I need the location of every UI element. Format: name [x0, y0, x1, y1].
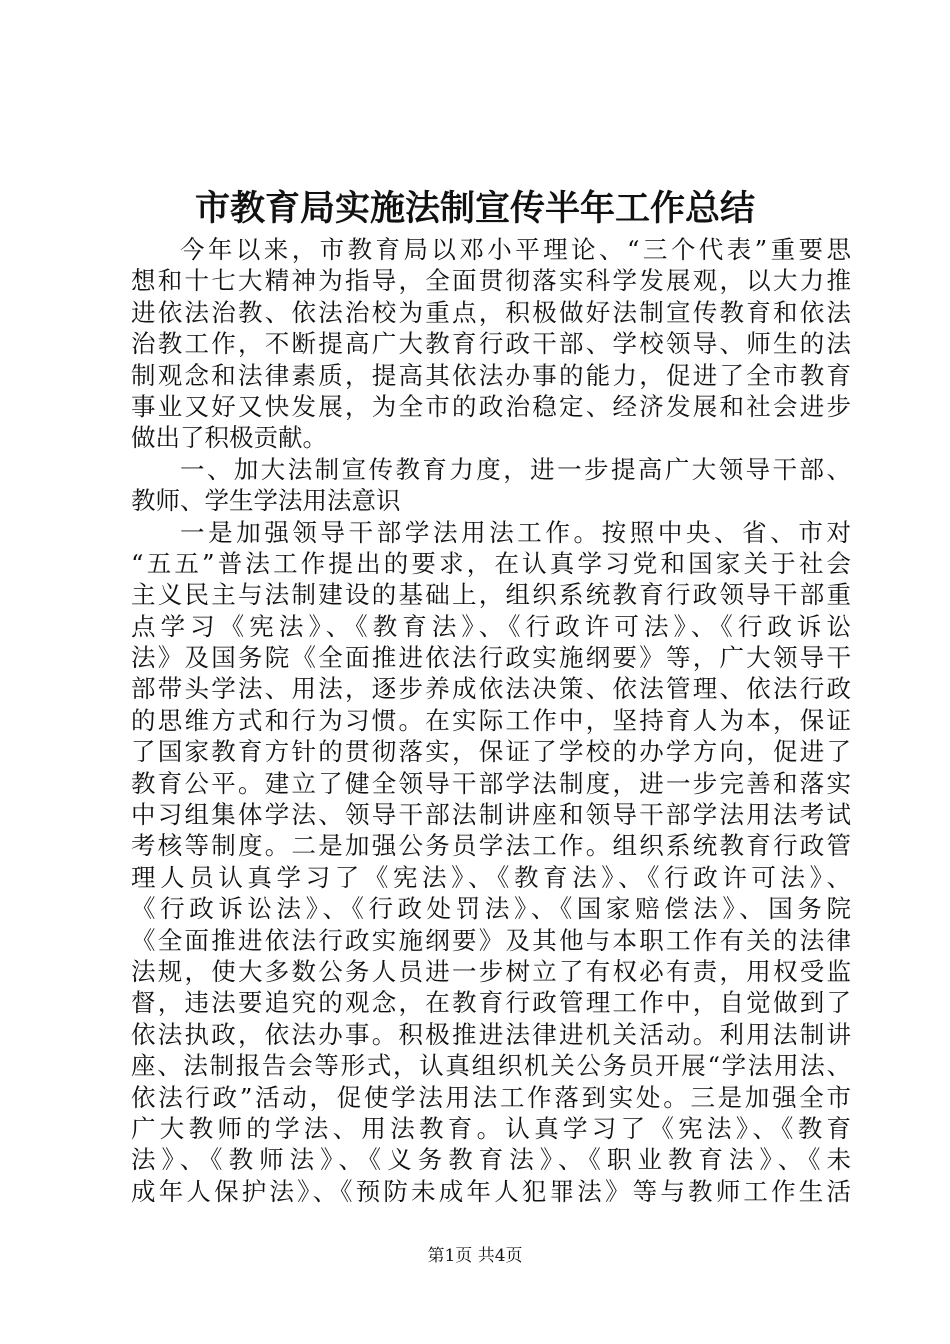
- text-line: 成年人保护法》、《预防未成年人犯罪法》等与教师工作生活: [131, 1176, 851, 1206]
- text-line: 事业又好又快发展，为全市的政治稳定、经济发展和社会进步: [131, 391, 851, 421]
- text-line: 部带头学法、用法，逐步养成依法决策、依法管理、依法行政: [131, 674, 851, 704]
- text-line: 督，违法要追究的观念，在教育行政管理工作中，自觉做到了: [131, 988, 851, 1018]
- text-line: 做出了积极贡献。: [131, 423, 327, 453]
- text-line: 想和十七大精神为指导，全面贯彻落实科学发展观，以大力推: [131, 266, 851, 296]
- text-line: 座、法制报告会等形式，认真组织机关公务员开展“学法用法、: [131, 1051, 851, 1081]
- text-line: 主义民主与法制建设的基础上，组织系统教育行政领导干部重: [131, 580, 851, 610]
- text-line: 依法行政”活动，促使学法用法工作落到实处。三是加强全市: [131, 1082, 851, 1112]
- text-line: 考核等制度。二是加强公务员学法工作。组织系统教育行政管: [131, 831, 851, 861]
- section-heading-line: 一、加大法制宣传教育力度，进一步提高广大领导干部、: [180, 454, 851, 484]
- text-line: 点学习《宪法》、《教育法》、《行政许可法》、《行政诉讼: [131, 611, 851, 641]
- text-line: 《全面推进依法行政实施纲要》及其他与本职工作有关的法律: [131, 925, 851, 955]
- text-line: 中习组集体学法、领导干部法制讲座和领导干部学法用法考试: [131, 800, 851, 830]
- document-title: 市教育局实施法制宣传半年工作总结: [194, 188, 755, 229]
- text-line: “五五”普法工作提出的要求，在认真学习党和国家关于社会: [131, 548, 851, 578]
- page-number-footer: 第1页 共4页: [427, 1246, 523, 1266]
- text-line: 一是加强领导干部学法用法工作。按照中央、省、市对: [180, 517, 851, 547]
- text-line: 教育公平。建立了健全领导干部学法制度，进一步完善和落实: [131, 768, 851, 798]
- text-line: 法规，使大多数公务人员进一步树立了有权必有责，用权受监: [131, 956, 851, 986]
- text-line: 法》、《教师法》、《义务教育法》、《职业教育法》、《未: [131, 1145, 851, 1175]
- text-line: 《行政诉讼法》、《行政处罚法》、《国家赔偿法》、国务院: [131, 894, 851, 924]
- document-body: [131, 234, 851, 1207]
- text-line: 依法执政，依法办事。积极推进法律进机关活动。利用法制讲: [131, 1019, 851, 1049]
- text-line: 治教工作，不断提高广大教育行政干部、学校领导、师生的法: [131, 329, 851, 359]
- text-line: 了国家教育方针的贯彻落实，保证了学校的办学方向，促进了: [131, 737, 851, 767]
- text-line: 进依法治教、依法治校为重点，积极做好法制宣传教育和依法: [131, 297, 851, 327]
- text-line: 法》及国务院《全面推进依法行政实施纲要》等，广大领导干: [131, 643, 851, 673]
- text-line: 制观念和法律素质，提高其依法办事的能力，促进了全市教育: [131, 360, 851, 390]
- text-line: 广大教师的学法、用法教育。认真学习了《宪法》、《教育: [131, 1113, 851, 1143]
- section-heading-line: 教师、学生学法用法意识: [131, 486, 401, 516]
- text-line: 理人员认真学习了《宪法》、《教育法》、《行政许可法》、: [131, 862, 851, 892]
- text-line: 的思维方式和行为习惯。在实际工作中，坚持育人为本，保证: [131, 705, 851, 735]
- text-line: 今年以来，市教育局以邓小平理论、“三个代表”重要思: [180, 235, 851, 264]
